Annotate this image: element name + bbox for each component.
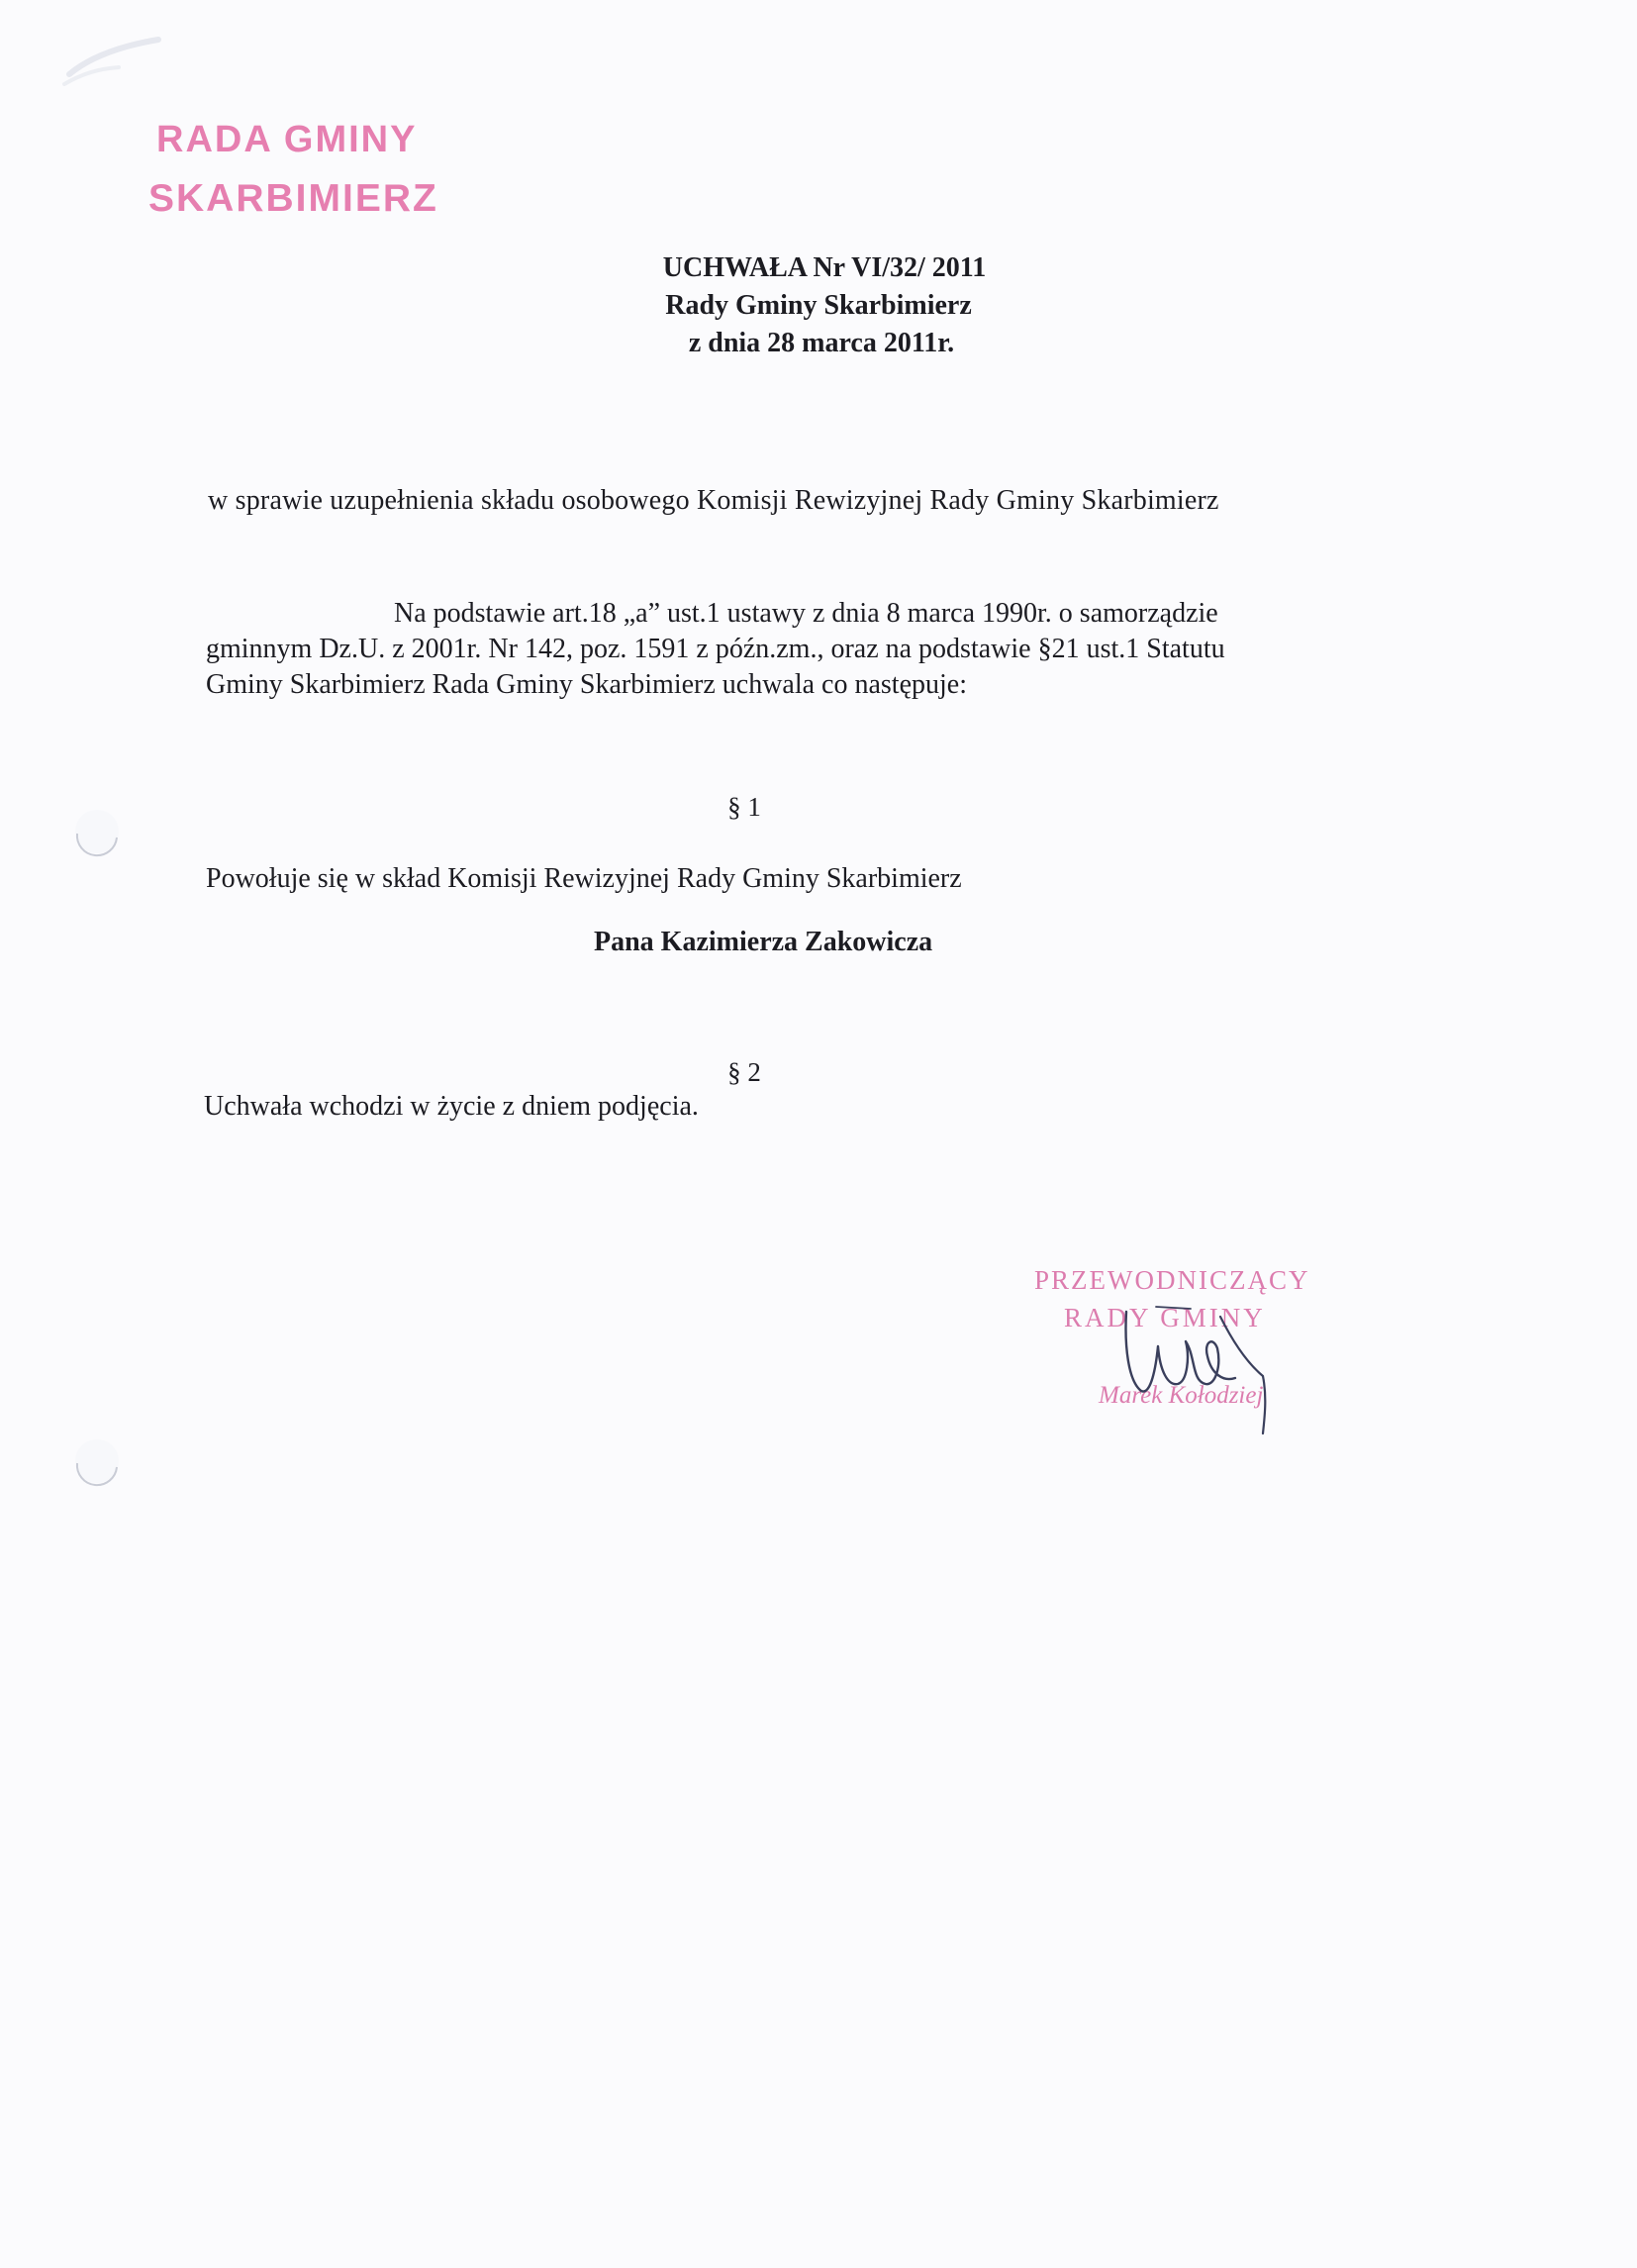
chairman-stamp-title1: PRZEWODNICZĄCY — [1034, 1265, 1310, 1295]
section-1-mark: § 1 — [727, 792, 761, 822]
section-2-mark: § 2 — [727, 1057, 761, 1087]
resolution-header — [0, 249, 1637, 362]
legal-basis-line3: Gminy Skarbimierz Rada Gminy Skarbimierz uchwala co następuje: — [206, 669, 968, 700]
section-1-text: Powołuje się w skład Komisji Rewizyjnej Rady Gminy Skarbimierz — [206, 863, 962, 894]
resolution-title: UCHWAŁA Nr VI/32/ 2011 — [662, 252, 987, 283]
section-2-text: Uchwała wchodzi w życie z dniem podjęcia. — [204, 1091, 699, 1122]
chairman-stamp-name: Marek Kołodziej — [1099, 1382, 1264, 1409]
legal-basis-line1: Na podstawie art.18 „a” ust.1 ustawy z dnia 8 marca 1990r. o samorządzie — [394, 598, 1218, 629]
council-stamp-line1: RADA GMINY — [156, 119, 418, 160]
scan-smudge-mark — [59, 30, 168, 89]
appointed-person: Pana Kazimierza Zakowicza — [594, 927, 933, 957]
resolution-date: z dnia 28 marca 2011r. — [688, 328, 955, 358]
punch-hole-icon — [69, 1433, 125, 1489]
chairman-stamp-title2: RADY GMINY — [1064, 1303, 1266, 1332]
handwritten-signature — [1097, 1287, 1295, 1435]
resolution-body: Rady Gminy Skarbimierz — [665, 290, 972, 321]
resolution-subject: w sprawie uzupełnienia składu osobowego Komisji Rewizyjnej Rady Gminy Skarbimierz — [208, 485, 1219, 516]
legal-basis — [206, 596, 1433, 703]
legal-basis-line2: gminnym Dz.U. z 2001r. Nr 142, poz. 1591 z późn.zm., oraz na podstawie §21 ust.1 Statutu — [206, 634, 1225, 664]
council-stamp — [148, 111, 438, 229]
council-stamp-line2: SKARBIMIERZ — [148, 176, 438, 220]
